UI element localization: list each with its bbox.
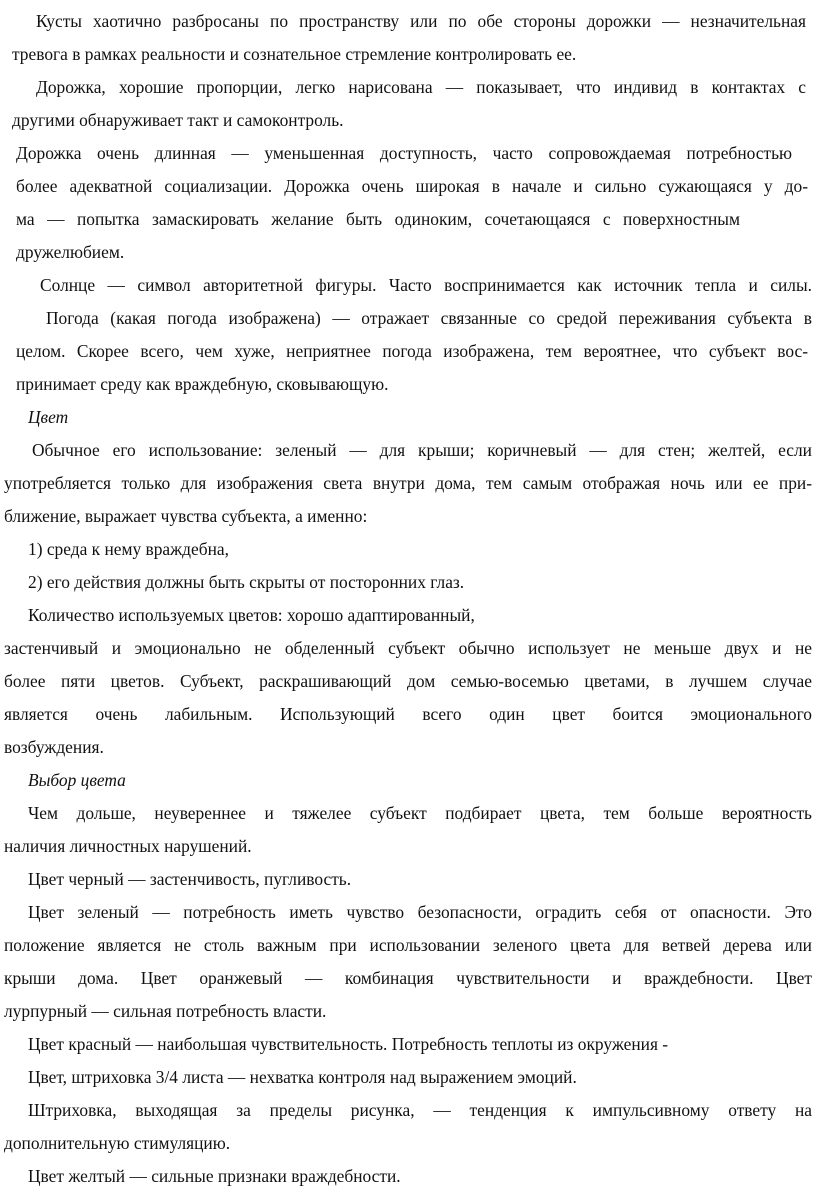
text-line-4: другими обнаруживает такт и самоконтроль. [12,110,344,130]
text-line-32: Цвет красный — наибольшая чувствительность. Потребность теплоты из окружения - [28,1034,669,1054]
text-line-31: лурпурный — сильная потребность власти. [4,1001,327,1021]
text-line-27: Цвет черный — застенчивость, пугливость. [28,869,352,889]
list-item-1: 1) среда к нему враждебна, [28,539,229,559]
text-line-10: Погода (какая погода изображена) — отражает связанные со средой переживания субъекта в [46,308,812,328]
text-line-30: крыши дома. Цвет оранжевый — комбинация чувствительности и враждебности. Цвет [4,968,812,988]
text-line-2: тревога в рамках реальности и сознательное стремление контролировать ее. [12,44,577,64]
text-line-25: Чем дольше, неувереннее и тяжелее субъект подбирает цвета, тем больше вероятность [28,803,812,823]
text-line-35: дополнительную стимуляцию. [4,1133,231,1153]
text-line-22: является очень лабильным. Использующий всего один цвет боится эмоционального [4,704,812,724]
text-line-15: употребляется только для изображения света внутри дома, тем самым отображая ночь или ее при- [4,473,812,493]
text-line-7: ма — попытка замаскировать желание быть одиноким, сочетающаяся с поверхностным [16,209,740,229]
text-line-12: принимает среду как враждебную, сковывающую. [16,374,389,394]
text-line-28: Цвет зеленый — потребность иметь чувство безопасности, оградить себя от опасности. Это [28,902,812,922]
text-line-26: наличия личностных нарушений. [4,836,252,856]
text-line-23: возбуждения. [4,737,104,757]
section-heading-color-choice: Выбор цвета [28,770,126,790]
text-line-29: положение является не столь важным при использовании зеленого цвета для ветвей дерева или [4,935,812,955]
section-heading-color: Цвет [28,407,69,427]
text-line-6: более адекватной социализации. Дорожка очень широкая в начале и сильно сужающаяся у до- [16,176,808,196]
text-line-8: дружелюбием. [16,242,125,262]
text-line-11: целом. Скорее всего, чем хуже, неприятнее погода изображена, тем вероятнее, что субъект вос- [16,341,808,361]
text-line-19: Количество используемых цветов: хорошо адаптированный, [28,605,475,625]
text-line-36: Цвет желтый — сильные признаки враждебности. [28,1166,401,1186]
text-line-14: Обычное его использование: зеленый — для крыши; коричневый — для стен; желтей, если [32,440,812,460]
text-line-33: Цвет, штриховка 3/4 листа — нехватка контроля над выражением эмоций. [28,1067,577,1087]
text-line-5: Дорожка очень длинная — уменьшенная доступность, часто сопровождаемая потребностью [16,143,792,163]
list-item-2: 2) его действия должны быть скрыты от посторонних глаз. [28,572,465,592]
text-line-3: Дорожка, хорошие пропорции, легко нарисована — показывает, что индивид в контактах с [36,77,806,97]
text-line-9: Солнце — символ авторитетной фигуры. Часто воспринимается как источник тепла и силы. [40,275,812,295]
text-line-21: более пяти цветов. Субъект, раскрашивающий дом семью-восемью цветами, в лучшем случае [4,671,812,691]
text-line-20: застенчивый и эмоционально не обделенный субъект обычно использует не меньше двух и не [4,638,812,658]
text-line-34: Штриховка, выходящая за пределы рисунка, — тенденция к импульсивному ответу на [28,1100,812,1120]
text-line-16: ближение, выражает чувства субъекта, а именно: [4,506,368,526]
text-line-1: Кусты хаотично разбросаны по пространству или по обе стороны дорожки — незначительная [36,11,806,31]
